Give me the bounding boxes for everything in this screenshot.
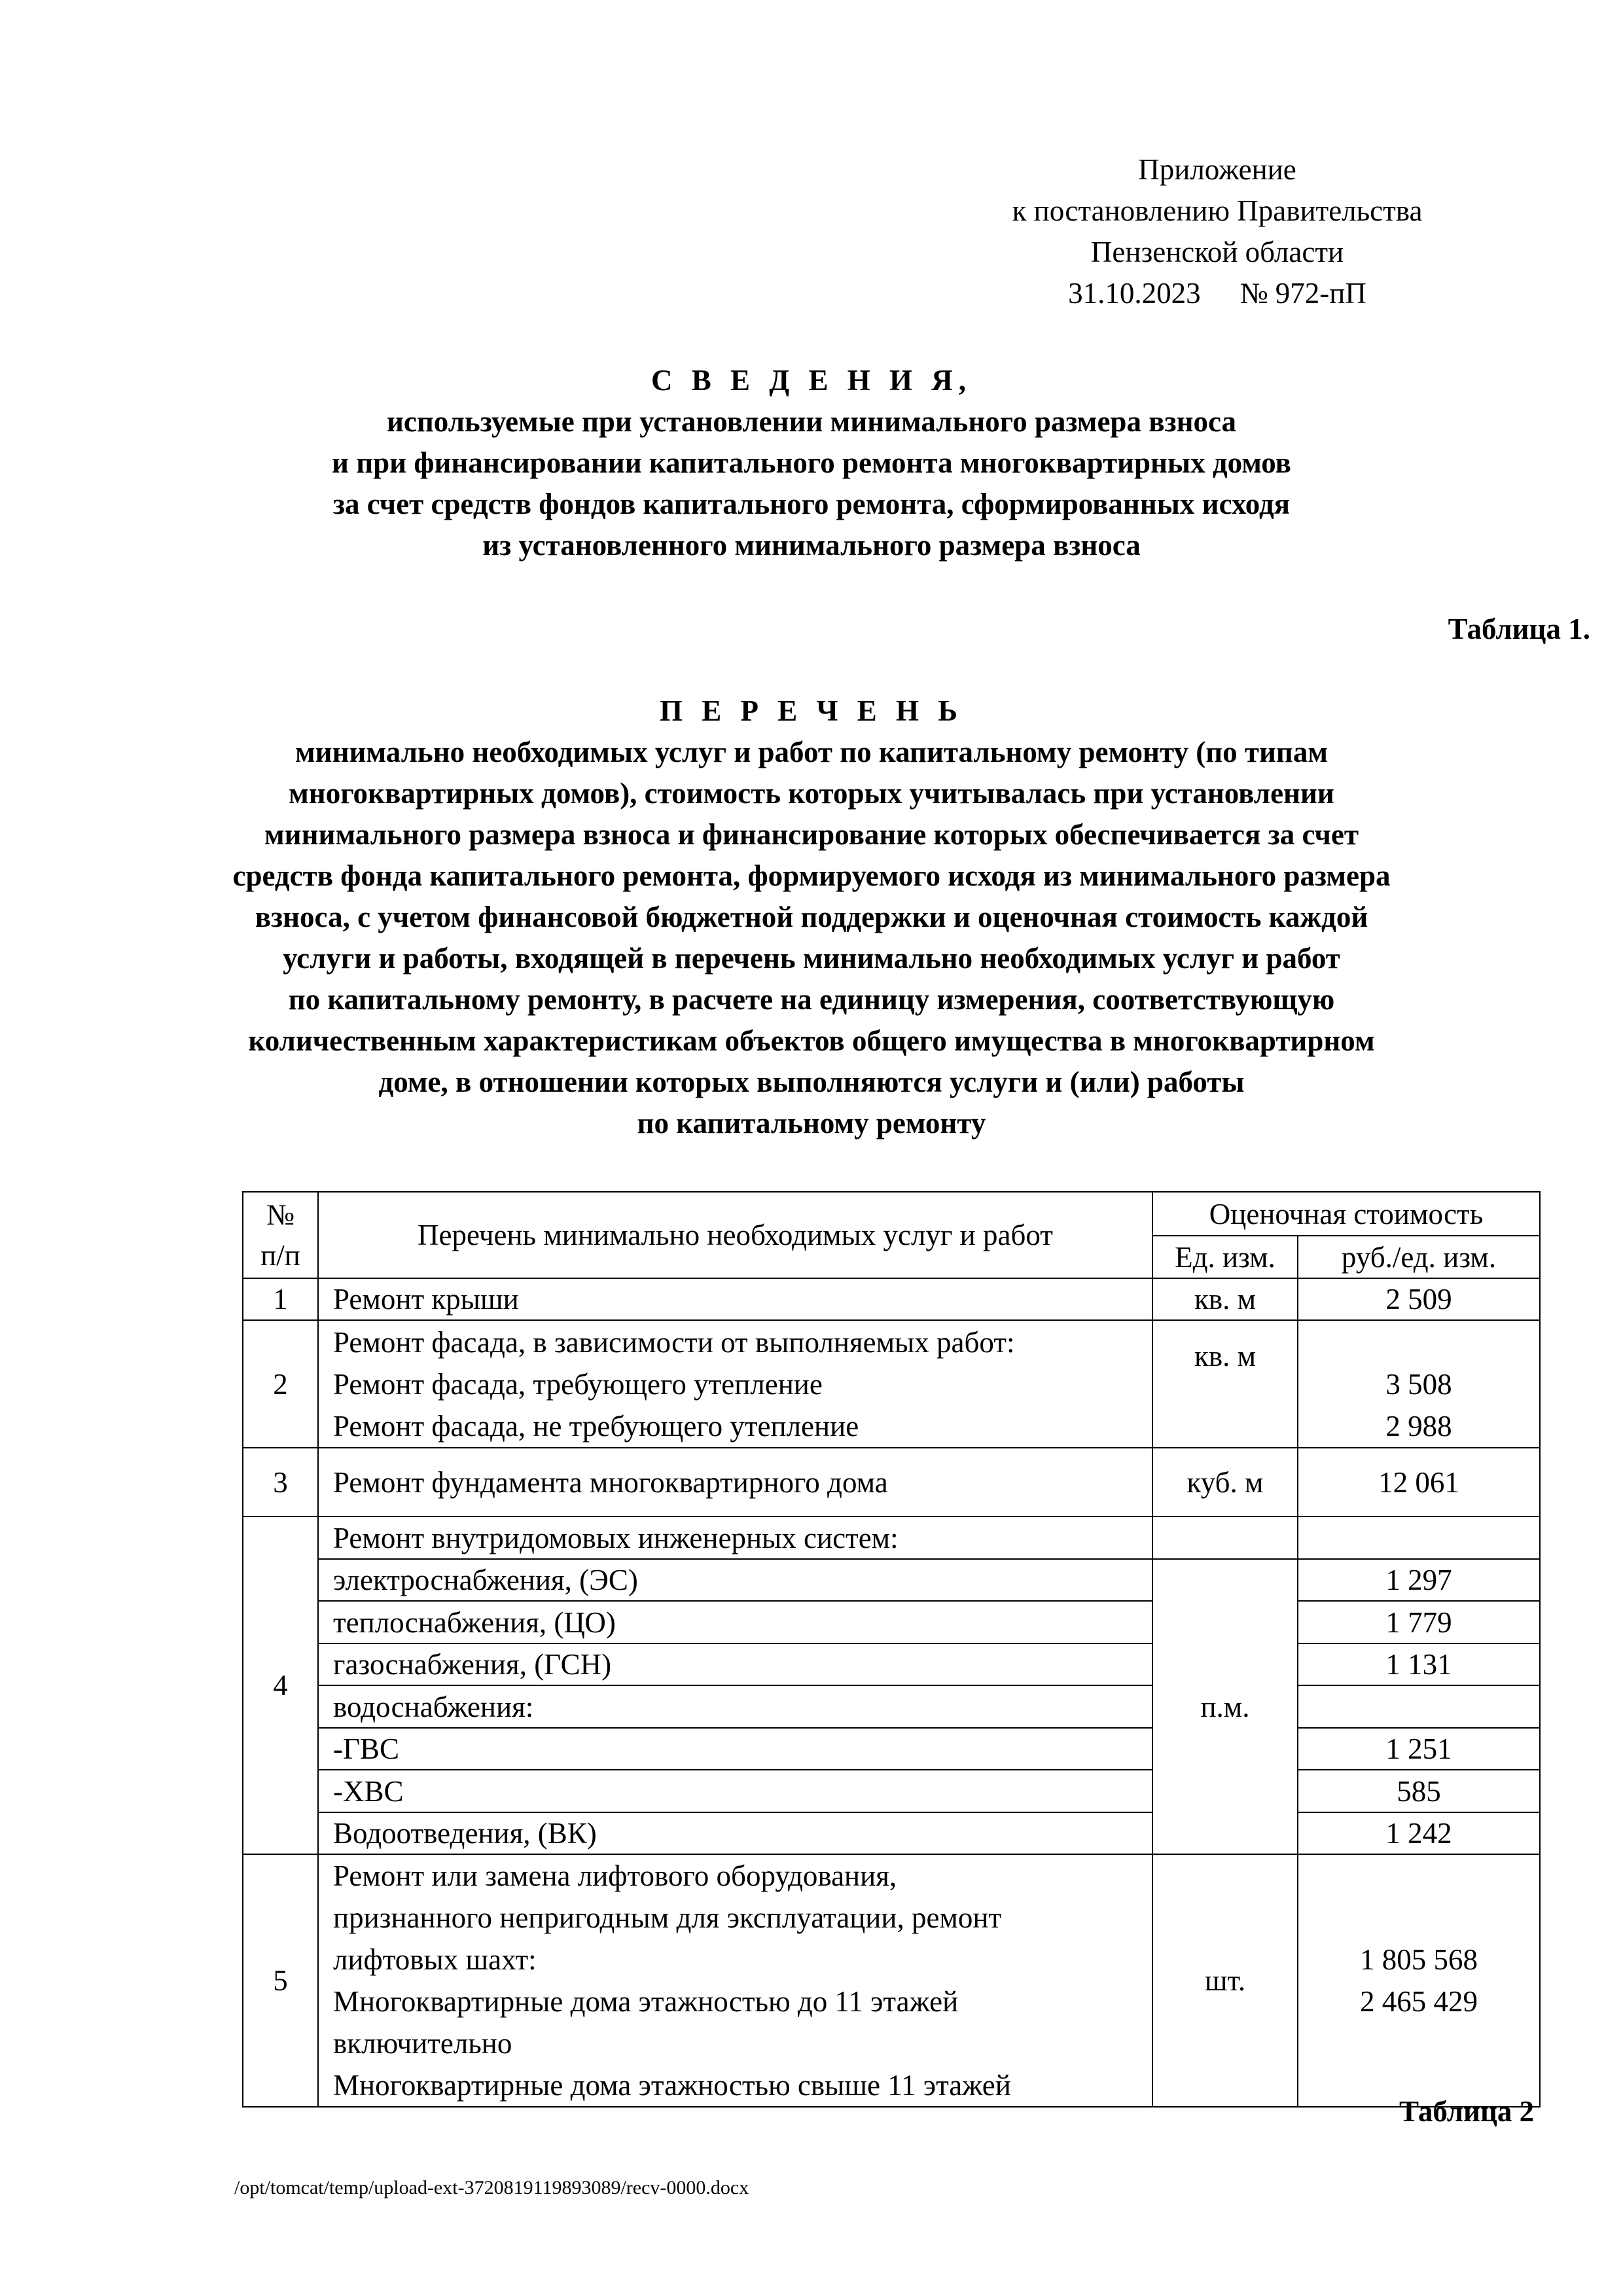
subrow-unit-empty: [1152, 1516, 1298, 1559]
resolution-date-number: [982, 273, 1453, 314]
row-num: 3: [243, 1448, 318, 1516]
table-subrow: [243, 1516, 1540, 1559]
row-num: 5: [243, 1854, 318, 2107]
table-subrow: [243, 1770, 1540, 1812]
header-price: руб./ед. изм.: [1298, 1236, 1540, 1278]
table-subrow: [243, 1559, 1540, 1601]
subrow-name: -ХВС: [318, 1770, 1152, 1812]
svedeniya-line: и при финансировании капитального ремонта многоквартирных домов: [332, 446, 1291, 479]
subrow-price: 585: [1298, 1770, 1540, 1812]
resolution-number: № 972-пП: [1240, 277, 1366, 310]
perechen-title: П Е Р Е Ч Е Н Ь: [659, 694, 964, 727]
perechen-line: по капитальному ремонту, в расчете на единицу измерения, соответствующую: [288, 983, 1335, 1016]
footer-file-path: /opt/tomcat/temp/upload-ext-3720819119893089/recv-0000.docx: [234, 2177, 749, 2198]
row-name-line: лифтовых шахт:: [333, 1943, 537, 1976]
region-name: Пензенской области: [1090, 236, 1344, 268]
perechen-line: количественным характеристикам объектов общего имущества в многоквартирном: [248, 1024, 1375, 1057]
row-name-line: включительно: [333, 2027, 512, 2060]
subrow-name: электроснабжения, (ЭС): [318, 1559, 1152, 1601]
subrow-name: газоснабжения, (ГСН): [318, 1643, 1152, 1685]
appendix-label: Приложение: [1138, 153, 1296, 186]
subrow-name: водоснабжения:: [318, 1685, 1152, 1728]
header-num-cell: [243, 1192, 318, 1278]
svedeniya-line: за счет средств фондов капитального ремонта, сформированных исходя: [332, 488, 1291, 520]
table-subrow: [243, 1685, 1540, 1728]
row-name-line: Ремонт фасада, требующего утепление: [333, 1367, 823, 1401]
perechen-line: средств фонда капитального ремонта, формируемого исходя из минимального размера: [232, 859, 1391, 892]
row-name: Ремонт фундамента многоквартирного дома: [318, 1448, 1152, 1516]
row-name-line: Многоквартирные дома этажностью до 11 этажей: [333, 1985, 959, 2018]
header-num-symbol: №: [266, 1198, 294, 1231]
row-price-line: 3 508: [1385, 1367, 1452, 1401]
subrow-name: -ГВС: [318, 1728, 1152, 1770]
table-row: [243, 1854, 1540, 2107]
subrow-price: [1298, 1685, 1540, 1728]
header-num-pp: п/п: [260, 1239, 300, 1272]
table-subrow: [243, 1601, 1540, 1643]
row-name-line: Ремонт фасада, не требующего утепление: [333, 1409, 859, 1443]
svedeniya-line: из установленного минимального размера взноса: [482, 529, 1141, 562]
table-subrow: [243, 1812, 1540, 1854]
subrow-price: [1298, 1516, 1540, 1559]
row-name-line: Многоквартирные дома этажностью свыше 11 этажей: [333, 2069, 1011, 2102]
row-name-line: признанного непригодным для эксплуатации, ремонт: [333, 1901, 1002, 1934]
row-name-line: Ремонт фасада, в зависимости от выполняемых работ:: [333, 1325, 1015, 1359]
table-subrow: [243, 1728, 1540, 1770]
row-unit: п.м.: [1152, 1559, 1298, 1854]
row-price: 2 509: [1298, 1278, 1540, 1320]
header-cost: Оценочная стоимость: [1152, 1192, 1540, 1236]
perechen-title-block: [183, 691, 1440, 1144]
table2-label: Таблица 2: [1399, 2095, 1535, 2128]
svedeniya-title: С В Е Д Е Н И Я,: [651, 364, 972, 397]
header-unit: Ед. изм.: [1152, 1236, 1298, 1278]
subrow-price: 1 779: [1298, 1601, 1540, 1643]
row-unit: кв. м: [1152, 1320, 1298, 1448]
table-subrow: [243, 1643, 1540, 1685]
table-row: [243, 1448, 1540, 1516]
row-name: [318, 1854, 1152, 2107]
perechen-line: доме, в отношении которых выполняются услуги и (или) работы: [378, 1066, 1245, 1098]
works-cost-table: [242, 1191, 1541, 2108]
row-unit: куб. м: [1152, 1448, 1298, 1516]
subrow-name: теплоснабжения, (ЦО): [318, 1601, 1152, 1643]
resolution-reference: к постановлению Правительства: [1012, 194, 1423, 227]
row-num: 2: [243, 1320, 318, 1448]
row-unit: шт.: [1152, 1854, 1298, 2107]
perechen-line: по капитальному ремонту: [637, 1107, 986, 1139]
svedeniya-line: используемые при установлении минимального размера взноса: [386, 405, 1237, 438]
row-name: [318, 1320, 1152, 1448]
row-price-line: 2 465 429: [1360, 1985, 1478, 2018]
table-row: [243, 1320, 1540, 1448]
subrow-name: Водоотведения, (ВК): [318, 1812, 1152, 1854]
svedeniya-title-block: [183, 360, 1440, 566]
row-price-line: 2 988: [1385, 1409, 1452, 1443]
perechen-line: услуги и работы, входящей в перечень минимально необходимых услуг и работ: [283, 942, 1340, 975]
perechen-line: многоквартирных домов), стоимость которых учитывалась при установлении: [289, 777, 1334, 810]
perechen-line: взноса, с учетом финансовой бюджетной поддержки и оценочная стоимость каждой: [255, 901, 1368, 933]
row-num: 1: [243, 1278, 318, 1320]
perechen-line: минимально необходимых услуг и работ по капитальному ремонту (по типам: [295, 736, 1328, 768]
resolution-date: 31.10.2023: [1068, 277, 1201, 310]
subrow-name: Ремонт внутридомовых инженерных систем:: [318, 1516, 1152, 1559]
table-row: [243, 1278, 1540, 1320]
subrow-price: 1 242: [1298, 1812, 1540, 1854]
row-name: Ремонт крыши: [318, 1278, 1152, 1320]
perechen-line: минимального размера взноса и финансирование которых обеспечивается за счет: [264, 818, 1359, 851]
subrow-price: 1 131: [1298, 1643, 1540, 1685]
row-unit: кв. м: [1152, 1278, 1298, 1320]
table-header-row: [243, 1192, 1540, 1236]
header-works: Перечень минимально необходимых услуг и работ: [318, 1192, 1152, 1278]
row-price-line: 1 805 568: [1360, 1943, 1478, 1976]
appendix-header: [982, 149, 1453, 314]
table1-label: Таблица 1.: [1448, 613, 1590, 645]
row-price: [1298, 1854, 1540, 2107]
row-name-line: Ремонт или замена лифтового оборудования,: [333, 1859, 897, 1892]
row-price: [1298, 1320, 1540, 1448]
row-price: 12 061: [1298, 1448, 1540, 1516]
subrow-price: 1 251: [1298, 1728, 1540, 1770]
subrow-price: 1 297: [1298, 1559, 1540, 1601]
row-num: 4: [243, 1516, 318, 1854]
